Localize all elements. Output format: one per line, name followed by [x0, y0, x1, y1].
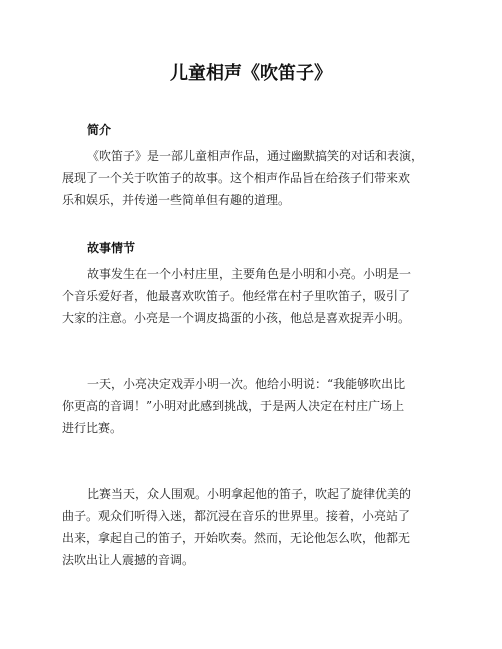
paragraph-line: 比赛当天，众人围观。小明拿起他的笛子，吹起了旋律优美的 — [87, 487, 412, 501]
paragraph-line: 你更高的音调！”小明对此感到挑战，于是两人决定在村庄广场上 — [62, 399, 405, 413]
paragraph-line: 进行比赛。 — [62, 421, 123, 435]
paragraph-line: 展现了一个关于吹笛子的故事。这个相声作品旨在给孩子们带来欢 — [62, 171, 411, 185]
paragraph-line: 一天，小亮决定戏弄小明一次。他给小明说：“我能够吹出比 — [87, 377, 406, 391]
paragraph-line: 个音乐爱好者，他最喜欢吹笛子。他经常在村子里吹笛子，吸引了 — [62, 289, 411, 303]
paragraph-line: 《吹笛子》是一部儿童相声作品，通过幽默搞笑的对话和表演， — [87, 149, 424, 163]
section-heading-plot: 故事情节 — [87, 241, 136, 255]
paragraph-line: 乐和娱乐，并传递一些简单但有趣的道理。 — [62, 193, 291, 207]
paragraph-line: 法吹出让人震撼的音调。 — [62, 553, 195, 567]
document-title: 儿童相声《吹笛子》 — [170, 63, 332, 84]
paragraph-line: 出来，拿起自己的笛子，开始吹奏。然而，无论他怎么吹，他都无 — [62, 531, 411, 545]
paragraph-line: 曲子。观众们听得入迷，都沉浸在音乐的世界里。接着，小亮站了 — [62, 509, 411, 523]
paragraph-line: 大家的注意。小亮是一个调皮捣蛋的小孩，他总是喜欢捉弄小明。 — [62, 311, 411, 325]
paragraph-line: 故事发生在一个小村庄里，主要角色是小明和小亮。小明是一 — [87, 267, 412, 281]
section-heading-intro: 简介 — [87, 123, 112, 137]
